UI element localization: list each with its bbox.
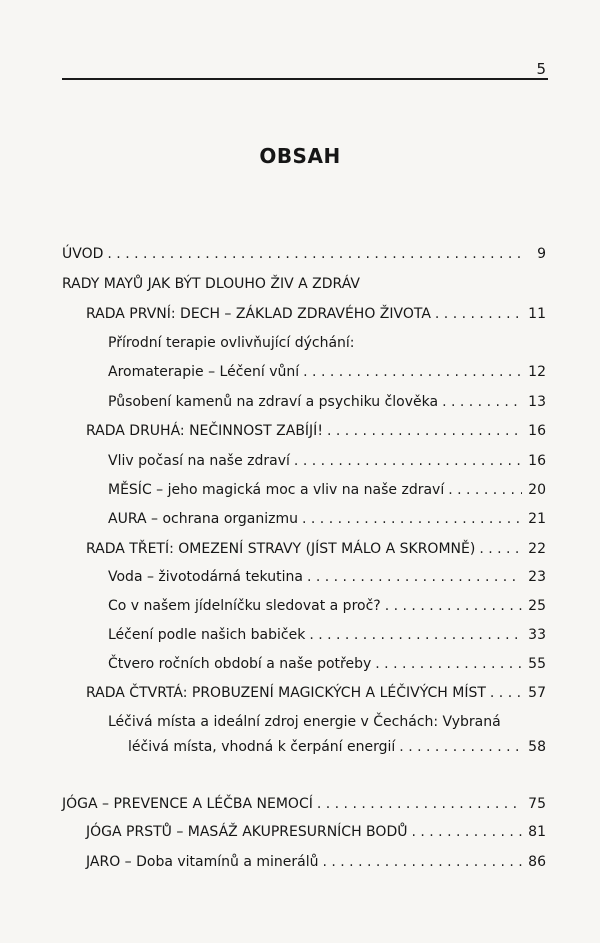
toc-leader — [435, 304, 522, 324]
header-rule — [62, 78, 548, 80]
toc-entry — [108, 451, 546, 471]
toc-leader — [303, 362, 522, 382]
toc-entry-page: 16 — [528, 453, 546, 469]
toc-entry — [86, 683, 546, 703]
toc-leader — [317, 794, 522, 814]
toc-entry — [86, 852, 546, 872]
toc-entry-page: 13 — [528, 394, 546, 410]
toc-entry-title: Působení kamenů na zdraví a psychiku člověka — [108, 394, 439, 410]
toc-entry-title: RADA PRVNÍ: DECH – ZÁKLAD ZDRAVÉHO ŽIVOTA — [86, 306, 431, 322]
toc-leader — [411, 822, 522, 842]
toc-entry — [108, 362, 546, 382]
toc-entry-page: 20 — [528, 482, 546, 498]
toc-leader — [399, 737, 522, 757]
toc-leader — [309, 625, 522, 645]
toc-entry-title: Čtvero ročních období a naše potřeby — [108, 656, 372, 672]
toc-entry — [108, 596, 546, 616]
toc-entry-title: RADA DRUHÁ: NEČINNOST ZABÍJÍ! — [86, 423, 323, 439]
toc-leader — [385, 596, 522, 616]
toc-entry-title: AURA – ochrana organizmu — [108, 511, 298, 527]
toc-entry-title: JARO – Doba vitamínů a minerálů — [86, 854, 319, 870]
toc-heading: RADY MAYŮ JAK BÝT DLOUHO ŽIV A ZDRÁV — [62, 276, 360, 292]
toc-entry — [108, 654, 546, 674]
toc-entry-page: 9 — [537, 246, 546, 262]
toc-entry — [108, 509, 546, 529]
toc-entry-title: JÓGA PRSTŮ – MASÁŽ AKUPRESURNÍCH BODŮ — [86, 824, 408, 840]
toc-entry-page: 22 — [528, 541, 546, 557]
toc-leader — [302, 509, 522, 529]
toc-entry-page: 75 — [528, 796, 546, 812]
toc-entry-title: léčivá místa, vhodná k čerpání energií — [128, 739, 396, 755]
toc-entry-title: Aromaterapie – Léčení vůní — [108, 364, 300, 380]
toc-entry-title: RADA TŘETÍ: OMEZENÍ STRAVY (JÍST MÁLO A SKROMNĚ) — [86, 541, 476, 557]
toc-leader — [490, 683, 522, 703]
toc-entry-page: 81 — [528, 824, 546, 840]
toc-leader — [448, 480, 522, 500]
toc-entry-page: 16 — [528, 423, 546, 439]
toc-title: OBSAH — [259, 144, 341, 168]
toc-entry — [86, 822, 546, 842]
toc-subheading: Přírodní terapie ovlivňující dýchání: — [108, 335, 355, 351]
page-number: 5 — [536, 60, 546, 78]
toc-entry — [108, 625, 546, 645]
toc-entry-title: ÚVOD — [62, 246, 104, 262]
toc-entry-page: 11 — [528, 306, 546, 322]
toc-leader — [479, 539, 522, 559]
toc-entry-title: Léčení podle našich babiček — [108, 627, 306, 643]
toc-entry — [108, 567, 546, 587]
toc-entry — [62, 794, 546, 814]
toc-entry-title: MĚSÍC – jeho magická moc a vliv na naše zdraví — [108, 482, 445, 498]
toc-entry-page: 25 — [528, 598, 546, 614]
toc-entry-page: 57 — [528, 685, 546, 701]
toc-entry-title-line1: Léčivá místa a ideální zdroj energie v Čechách: Vybraná — [108, 714, 501, 730]
toc-entry-title: JÓGA – PREVENCE A LÉČBA NEMOCÍ — [62, 796, 313, 812]
toc-entry-title: Voda – životodárná tekutina — [108, 569, 303, 585]
toc-entry-title: RADA ČTVRTÁ: PROBUZENÍ MAGICKÝCH A LÉČIVÝCH MÍST — [86, 685, 486, 701]
toc-entry — [86, 539, 546, 559]
toc-entry-title: Co v našem jídelníčku sledovat a proč? — [108, 598, 381, 614]
toc-entry-page: 55 — [528, 656, 546, 672]
toc-entry — [108, 392, 546, 412]
toc-entry-page: 23 — [528, 569, 546, 585]
toc-leader — [294, 451, 522, 471]
toc-entry — [62, 244, 546, 264]
toc-entry-page: 21 — [528, 511, 546, 527]
toc-entry — [86, 304, 546, 324]
toc-leader — [107, 244, 522, 264]
toc-entry — [128, 737, 546, 757]
toc-entry-page: 33 — [528, 627, 546, 643]
toc-entry-page: 58 — [528, 739, 546, 755]
toc-entry-page: 12 — [528, 364, 546, 380]
toc-leader — [375, 654, 522, 674]
toc-entry — [86, 421, 546, 441]
toc-leader — [322, 852, 522, 872]
toc-entry — [108, 480, 546, 500]
toc-leader — [327, 421, 522, 441]
toc-entry-page: 86 — [528, 854, 546, 870]
toc-leader — [307, 567, 522, 587]
toc-entry-title: Vliv počasí na naše zdraví — [108, 453, 290, 469]
toc-leader — [442, 392, 522, 412]
